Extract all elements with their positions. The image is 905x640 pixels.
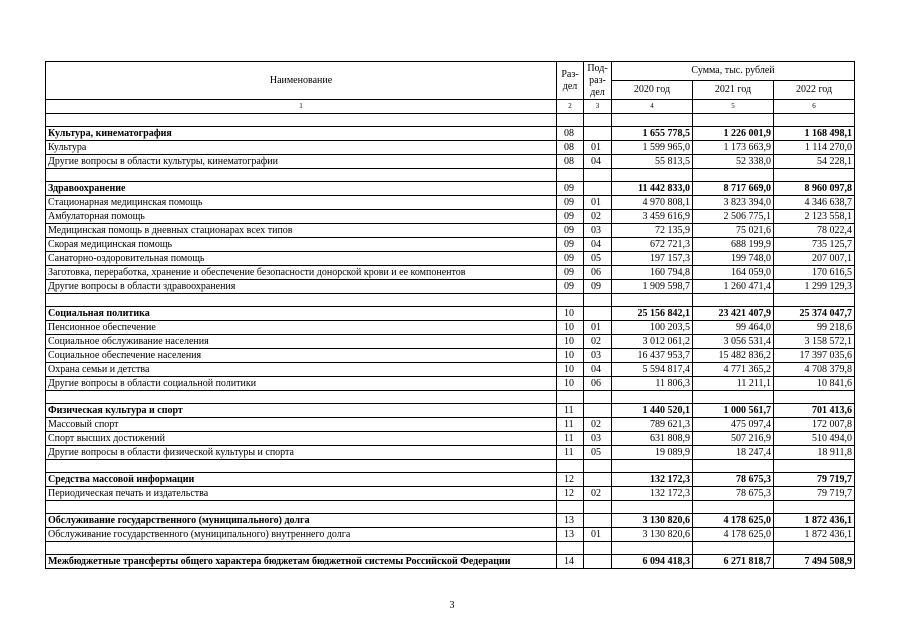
- section-name: Обслуживание государственного (муниципального) долга: [46, 514, 557, 528]
- empty-cell: [584, 169, 612, 182]
- amount-2022: 54 228,1: [774, 155, 855, 169]
- amount-2020: 132 172,3: [612, 487, 693, 501]
- empty-cell: [46, 460, 557, 473]
- empty-cell: [557, 542, 584, 555]
- header-sum: Сумма, тыс. рублей: [612, 62, 855, 81]
- amount-2021: 3 056 531,4: [693, 335, 774, 349]
- item-row: [46, 321, 855, 335]
- amount-2021: 688 199,9: [693, 238, 774, 252]
- amount-2021: 507 216,9: [693, 432, 774, 446]
- razdel-code: 09: [557, 182, 584, 196]
- section-row: [46, 182, 855, 196]
- amount-2020: 197 157,3: [612, 252, 693, 266]
- blank-row: [46, 114, 855, 127]
- item-name: Социальное обеспечение населения: [46, 349, 557, 363]
- empty-cell: [46, 114, 557, 127]
- empty-cell: [557, 460, 584, 473]
- razdel-code: 10: [557, 349, 584, 363]
- podrazdel-code: 09: [584, 280, 612, 294]
- amount-2022: 1 299 129,3: [774, 280, 855, 294]
- podrazdel-code: [584, 514, 612, 528]
- item-name: Другие вопросы в области социальной политики: [46, 377, 557, 391]
- amount-2021: 1 226 001,9: [693, 127, 774, 141]
- item-name: Охрана семьи и детства: [46, 363, 557, 377]
- amount-2022: 3 158 572,1: [774, 335, 855, 349]
- podrazdel-code: 01: [584, 196, 612, 210]
- amount-2021: 23 421 407,9: [693, 307, 774, 321]
- empty-cell: [693, 169, 774, 182]
- empty-cell: [584, 391, 612, 404]
- budget-table: [45, 61, 855, 569]
- section-name: Культура, кинематография: [46, 127, 557, 141]
- empty-cell: [557, 114, 584, 127]
- amount-2020: 1 655 778,5: [612, 127, 693, 141]
- amount-2021: 75 021,6: [693, 224, 774, 238]
- amount-2020: 25 156 842,1: [612, 307, 693, 321]
- header-year-2020: 2020 год: [612, 81, 693, 100]
- amount-2021: 475 097,4: [693, 418, 774, 432]
- podrazdel-code: 06: [584, 266, 612, 280]
- item-row: [46, 363, 855, 377]
- section-row: [46, 555, 855, 569]
- podrazdel-code: 01: [584, 141, 612, 155]
- item-name: Пенсионное обеспечение: [46, 321, 557, 335]
- amount-2022: 510 494,0: [774, 432, 855, 446]
- column-number: 2: [557, 100, 584, 114]
- item-row: [46, 446, 855, 460]
- section-name: Здравоохранение: [46, 182, 557, 196]
- amount-2020: 1 599 965,0: [612, 141, 693, 155]
- amount-2022: 1 114 270,0: [774, 141, 855, 155]
- item-name: Обслуживание государственного (муниципального) внутреннего долга: [46, 528, 557, 542]
- header-podrazdel: Под- раз- дел: [584, 62, 612, 100]
- podrazdel-code: 03: [584, 224, 612, 238]
- empty-cell: [693, 114, 774, 127]
- item-name: Другие вопросы в области физической культуры и спорта: [46, 446, 557, 460]
- amount-2021: 2 506 775,1: [693, 210, 774, 224]
- amount-2020: 11 442 833,0: [612, 182, 693, 196]
- empty-cell: [557, 294, 584, 307]
- amount-2021: 3 823 394,0: [693, 196, 774, 210]
- amount-2020: 1 440 520,1: [612, 404, 693, 418]
- razdel-code: 09: [557, 210, 584, 224]
- empty-cell: [774, 114, 855, 127]
- amount-2021: 78 675,3: [693, 473, 774, 487]
- item-name: Стационарная медицинская помощь: [46, 196, 557, 210]
- podrazdel-code: 05: [584, 252, 612, 266]
- empty-cell: [612, 169, 693, 182]
- podrazdel-code: 06: [584, 377, 612, 391]
- blank-row: [46, 169, 855, 182]
- item-name: Санаторно-оздоровительная помощь: [46, 252, 557, 266]
- podrazdel-code: 02: [584, 418, 612, 432]
- empty-cell: [584, 501, 612, 514]
- blank-row: [46, 294, 855, 307]
- amount-2020: 16 437 953,7: [612, 349, 693, 363]
- column-number: 6: [774, 100, 855, 114]
- column-number: 3: [584, 100, 612, 114]
- razdel-code: 09: [557, 196, 584, 210]
- item-name: Амбулаторная помощь: [46, 210, 557, 224]
- razdel-code: 11: [557, 432, 584, 446]
- amount-2020: 6 094 418,3: [612, 555, 693, 569]
- razdel-code: 08: [557, 141, 584, 155]
- amount-2022: 79 719,7: [774, 473, 855, 487]
- amount-2021: 11 211,1: [693, 377, 774, 391]
- empty-cell: [557, 169, 584, 182]
- empty-cell: [584, 542, 612, 555]
- item-row: [46, 238, 855, 252]
- empty-cell: [584, 114, 612, 127]
- amount-2022: 1 872 436,1: [774, 514, 855, 528]
- amount-2020: 160 794,8: [612, 266, 693, 280]
- empty-cell: [774, 501, 855, 514]
- razdel-code: 10: [557, 363, 584, 377]
- section-name: Физическая культура и спорт: [46, 404, 557, 418]
- section-row: [46, 404, 855, 418]
- amount-2021: 1 173 663,9: [693, 141, 774, 155]
- header-row: [46, 62, 855, 81]
- razdel-code: 08: [557, 127, 584, 141]
- empty-cell: [693, 542, 774, 555]
- podrazdel-code: [584, 307, 612, 321]
- podrazdel-code: 01: [584, 321, 612, 335]
- empty-cell: [46, 501, 557, 514]
- empty-cell: [46, 294, 557, 307]
- section-row: [46, 514, 855, 528]
- empty-cell: [693, 391, 774, 404]
- razdel-code: 11: [557, 418, 584, 432]
- amount-2022: 79 719,7: [774, 487, 855, 501]
- amount-2020: 100 203,5: [612, 321, 693, 335]
- item-row: [46, 224, 855, 238]
- amount-2022: 701 413,6: [774, 404, 855, 418]
- amount-2020: 5 594 817,4: [612, 363, 693, 377]
- item-name: Спорт высших достижений: [46, 432, 557, 446]
- podrazdel-code: [584, 127, 612, 141]
- column-number: 4: [612, 100, 693, 114]
- amount-2022: 17 397 035,6: [774, 349, 855, 363]
- empty-cell: [557, 391, 584, 404]
- budget-body: [46, 114, 855, 569]
- item-name: Массовый спорт: [46, 418, 557, 432]
- item-name: Медицинская помощь в дневных стационарах всех типов: [46, 224, 557, 238]
- amount-2021: 199 748,0: [693, 252, 774, 266]
- amount-2021: 4 178 625,0: [693, 514, 774, 528]
- podrazdel-code: 02: [584, 335, 612, 349]
- item-name: Другие вопросы в области культуры, кинематографии: [46, 155, 557, 169]
- header-year-2021: 2021 год: [693, 81, 774, 100]
- amount-2020: 3 012 061,2: [612, 335, 693, 349]
- amount-2021: 78 675,3: [693, 487, 774, 501]
- item-row: [46, 280, 855, 294]
- podrazdel-code: 02: [584, 210, 612, 224]
- empty-cell: [774, 460, 855, 473]
- razdel-code: 09: [557, 252, 584, 266]
- podrazdel-code: 04: [584, 238, 612, 252]
- amount-2020: 631 808,9: [612, 432, 693, 446]
- empty-cell: [693, 460, 774, 473]
- section-row: [46, 473, 855, 487]
- amount-2022: 8 960 097,8: [774, 182, 855, 196]
- section-name: Социальная политика: [46, 307, 557, 321]
- amount-2020: 55 813,5: [612, 155, 693, 169]
- header-razdel: Раз- дел: [557, 62, 584, 100]
- blank-row: [46, 501, 855, 514]
- podrazdel-code: [584, 182, 612, 196]
- empty-cell: [774, 391, 855, 404]
- amount-2021: 18 247,4: [693, 446, 774, 460]
- item-name: Культура: [46, 141, 557, 155]
- amount-2022: 207 007,1: [774, 252, 855, 266]
- empty-cell: [612, 460, 693, 473]
- amount-2020: 4 970 808,1: [612, 196, 693, 210]
- razdel-code: 08: [557, 155, 584, 169]
- razdel-code: 09: [557, 238, 584, 252]
- amount-2021: 8 717 669,0: [693, 182, 774, 196]
- amount-2020: 3 459 616,9: [612, 210, 693, 224]
- amount-2022: 18 911,8: [774, 446, 855, 460]
- column-number: 5: [693, 100, 774, 114]
- razdel-code: 10: [557, 321, 584, 335]
- amount-2020: 672 721,3: [612, 238, 693, 252]
- podrazdel-code: 05: [584, 446, 612, 460]
- amount-2022: 7 494 508,9: [774, 555, 855, 569]
- empty-cell: [612, 294, 693, 307]
- podrazdel-code: 04: [584, 155, 612, 169]
- amount-2021: 164 059,0: [693, 266, 774, 280]
- item-name: Периодическая печать и издательства: [46, 487, 557, 501]
- item-row: [46, 266, 855, 280]
- amount-2020: 1 909 598,7: [612, 280, 693, 294]
- empty-cell: [584, 460, 612, 473]
- item-row: [46, 196, 855, 210]
- razdel-code: 12: [557, 487, 584, 501]
- item-row: [46, 432, 855, 446]
- empty-cell: [612, 391, 693, 404]
- amount-2020: 789 621,3: [612, 418, 693, 432]
- amount-2020: 11 806,3: [612, 377, 693, 391]
- item-row: [46, 528, 855, 542]
- amount-2022: 25 374 047,7: [774, 307, 855, 321]
- header-year-2022: 2022 год: [774, 81, 855, 100]
- empty-cell: [693, 501, 774, 514]
- empty-cell: [612, 501, 693, 514]
- blank-row: [46, 460, 855, 473]
- empty-cell: [46, 169, 557, 182]
- blank-row: [46, 391, 855, 404]
- amount-2022: 170 616,5: [774, 266, 855, 280]
- amount-2021: 6 271 818,7: [693, 555, 774, 569]
- empty-cell: [774, 169, 855, 182]
- item-row: [46, 487, 855, 501]
- podrazdel-code: 03: [584, 349, 612, 363]
- amount-2021: 99 464,0: [693, 321, 774, 335]
- amount-2022: 1 872 436,1: [774, 528, 855, 542]
- page-number: 3: [449, 600, 455, 611]
- amount-2022: 1 168 498,1: [774, 127, 855, 141]
- empty-cell: [612, 114, 693, 127]
- podrazdel-code: 02: [584, 487, 612, 501]
- razdel-code: 09: [557, 266, 584, 280]
- amount-2022: 2 123 558,1: [774, 210, 855, 224]
- empty-cell: [774, 294, 855, 307]
- razdel-code: 10: [557, 307, 584, 321]
- amount-2022: 172 007,8: [774, 418, 855, 432]
- razdel-code: 10: [557, 335, 584, 349]
- amount-2022: 78 022,4: [774, 224, 855, 238]
- podrazdel-code: 03: [584, 432, 612, 446]
- amount-2021: 15 482 836,2: [693, 349, 774, 363]
- amount-2020: 19 089,9: [612, 446, 693, 460]
- podrazdel-code: [584, 404, 612, 418]
- podrazdel-code: 01: [584, 528, 612, 542]
- empty-cell: [693, 294, 774, 307]
- amount-2020: 3 130 820,6: [612, 528, 693, 542]
- razdel-code: 13: [557, 514, 584, 528]
- podrazdel-code: [584, 473, 612, 487]
- amount-2021: 4 771 365,2: [693, 363, 774, 377]
- amount-2021: 1 260 471,4: [693, 280, 774, 294]
- empty-cell: [46, 542, 557, 555]
- amount-2022: 10 841,6: [774, 377, 855, 391]
- razdel-code: 09: [557, 280, 584, 294]
- amount-2022: 4 346 638,7: [774, 196, 855, 210]
- item-row: [46, 418, 855, 432]
- item-row: [46, 141, 855, 155]
- item-row: [46, 335, 855, 349]
- empty-cell: [584, 294, 612, 307]
- item-row: [46, 155, 855, 169]
- item-row: [46, 252, 855, 266]
- item-name: Другие вопросы в области здравоохранения: [46, 280, 557, 294]
- amount-2021: 4 178 625,0: [693, 528, 774, 542]
- razdel-code: 10: [557, 377, 584, 391]
- blank-row: [46, 542, 855, 555]
- column-number: 1: [46, 100, 557, 114]
- section-row: [46, 127, 855, 141]
- item-name: Заготовка, переработка, хранение и обеспечение безопасности донорской крови и ее компонентов: [46, 266, 557, 280]
- razdel-code: 11: [557, 446, 584, 460]
- amount-2022: 4 708 379,8: [774, 363, 855, 377]
- podrazdel-code: 04: [584, 363, 612, 377]
- razdel-code: 11: [557, 404, 584, 418]
- amount-2021: 52 338,0: [693, 155, 774, 169]
- section-name: Средства массовой информации: [46, 473, 557, 487]
- section-row: [46, 307, 855, 321]
- amount-2022: 99 218,6: [774, 321, 855, 335]
- empty-cell: [46, 391, 557, 404]
- item-name: Скорая медицинская помощь: [46, 238, 557, 252]
- empty-cell: [774, 542, 855, 555]
- amount-2020: 132 172,3: [612, 473, 693, 487]
- section-name: Межбюджетные трансферты общего характера бюджетам бюджетной системы Российской Федерации: [46, 555, 557, 569]
- empty-cell: [557, 501, 584, 514]
- column-number-row: [46, 100, 855, 114]
- empty-cell: [612, 542, 693, 555]
- razdel-code: 13: [557, 528, 584, 542]
- razdel-code: 14: [557, 555, 584, 569]
- amount-2022: 735 125,7: [774, 238, 855, 252]
- item-row: [46, 210, 855, 224]
- header-name: Наименование: [46, 62, 557, 100]
- item-name: Социальное обслуживание населения: [46, 335, 557, 349]
- amount-2021: 1 000 561,7: [693, 404, 774, 418]
- amount-2020: 3 130 820,6: [612, 514, 693, 528]
- razdel-code: 09: [557, 224, 584, 238]
- amount-2020: 72 135,9: [612, 224, 693, 238]
- podrazdel-code: [584, 555, 612, 569]
- item-row: [46, 377, 855, 391]
- razdel-code: 12: [557, 473, 584, 487]
- item-row: [46, 349, 855, 363]
